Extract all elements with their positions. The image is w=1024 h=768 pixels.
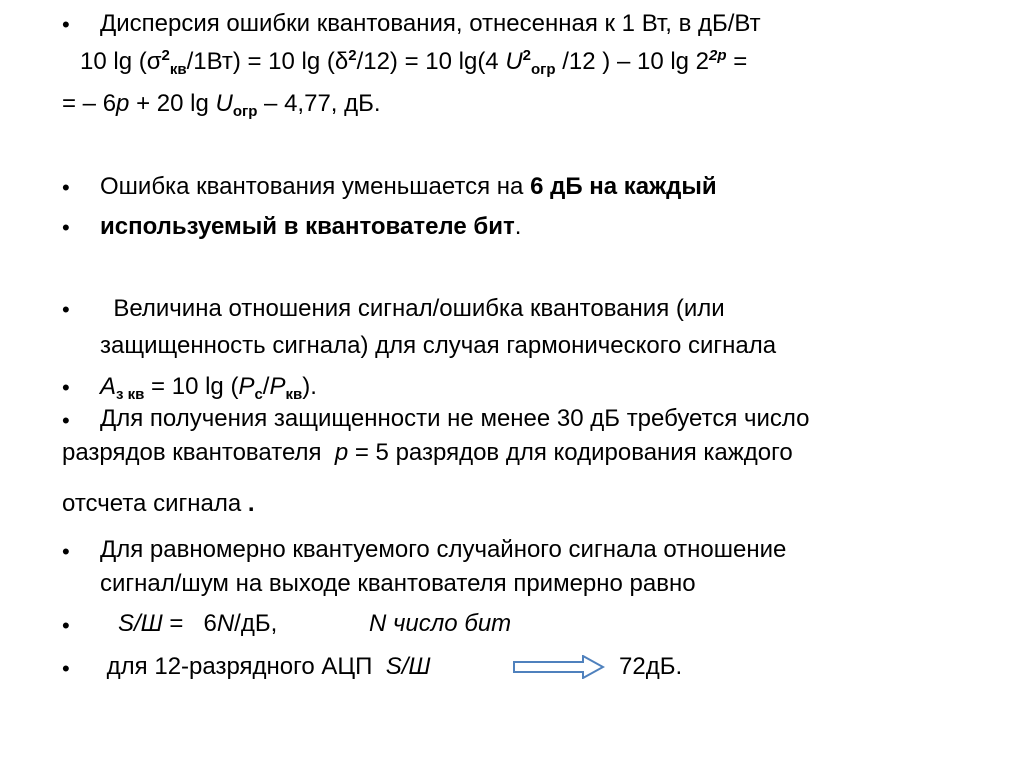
- per-bit-statement: используемый в квантователе бит.: [100, 213, 522, 240]
- bits-requirement-line-2: разрядов квантователя p = 5 разрядов для кодирования каждого: [62, 439, 793, 466]
- random-signal-line-1: Для равномерно квантуемого случайного сигнала отношение: [100, 536, 787, 563]
- snr-definition-line-2: защищенность сигнала) для случая гармонического сигнала: [100, 332, 777, 359]
- adc-snr-result: 72дБ.: [619, 653, 683, 680]
- bullet-1: •: [62, 12, 70, 37]
- bits-requirement-line-1: Для получения защищенности не менее 30 дБ требуется число: [100, 405, 810, 432]
- bits-requirement-line-3: отсчета сигнала .: [62, 490, 255, 517]
- dispersion-heading: Дисперсия ошибки квантования, отнесенная к 1 Вт, в дБ/Вт: [100, 10, 761, 37]
- bullet-8: •: [62, 613, 70, 638]
- quantization-error-statement: Ошибка квантования уменьшается на 6 дБ на каждый: [100, 173, 717, 200]
- bullet-4: •: [62, 297, 70, 322]
- adc-12bit-line: для 12-разрядного АЦП S/Ш: [100, 653, 431, 680]
- right-arrow-icon: [513, 655, 605, 679]
- formula-line-1: 10 $\lg (\sigma^2_{кв}/1Вт) = 10$ $\lg (\delta^2/12) = 10$ lg(4 $U^2_{огр}$ /12 ) – 10 $\lg 2^{2p}$ =: [80, 47, 748, 78]
- protection-formula: $A_{з кв} = 10$ $\lg (P_с/P_{кв})$.: [100, 373, 317, 403]
- bullet-9: •: [62, 656, 70, 681]
- random-signal-line-2: сигнал/шум на выходе квантователя примерно равно: [100, 570, 696, 597]
- bullet-2: •: [62, 175, 70, 200]
- bullet-5: •: [62, 375, 70, 400]
- formula-line-2: = – 6p + 20 $\lg U_{огр} - 4,77$, дБ.: [62, 90, 381, 120]
- bits-note: N число бит: [369, 610, 512, 637]
- bullet-7: •: [62, 539, 70, 564]
- bullet-3: •: [62, 215, 70, 240]
- snr-definition-line-1: Величина отношения сигнал/ошибка квантования (или: [100, 295, 725, 322]
- bullet-6: •: [62, 408, 70, 433]
- snr-per-bit-formula: S/Ш = 6N/дБ,: [118, 610, 278, 637]
